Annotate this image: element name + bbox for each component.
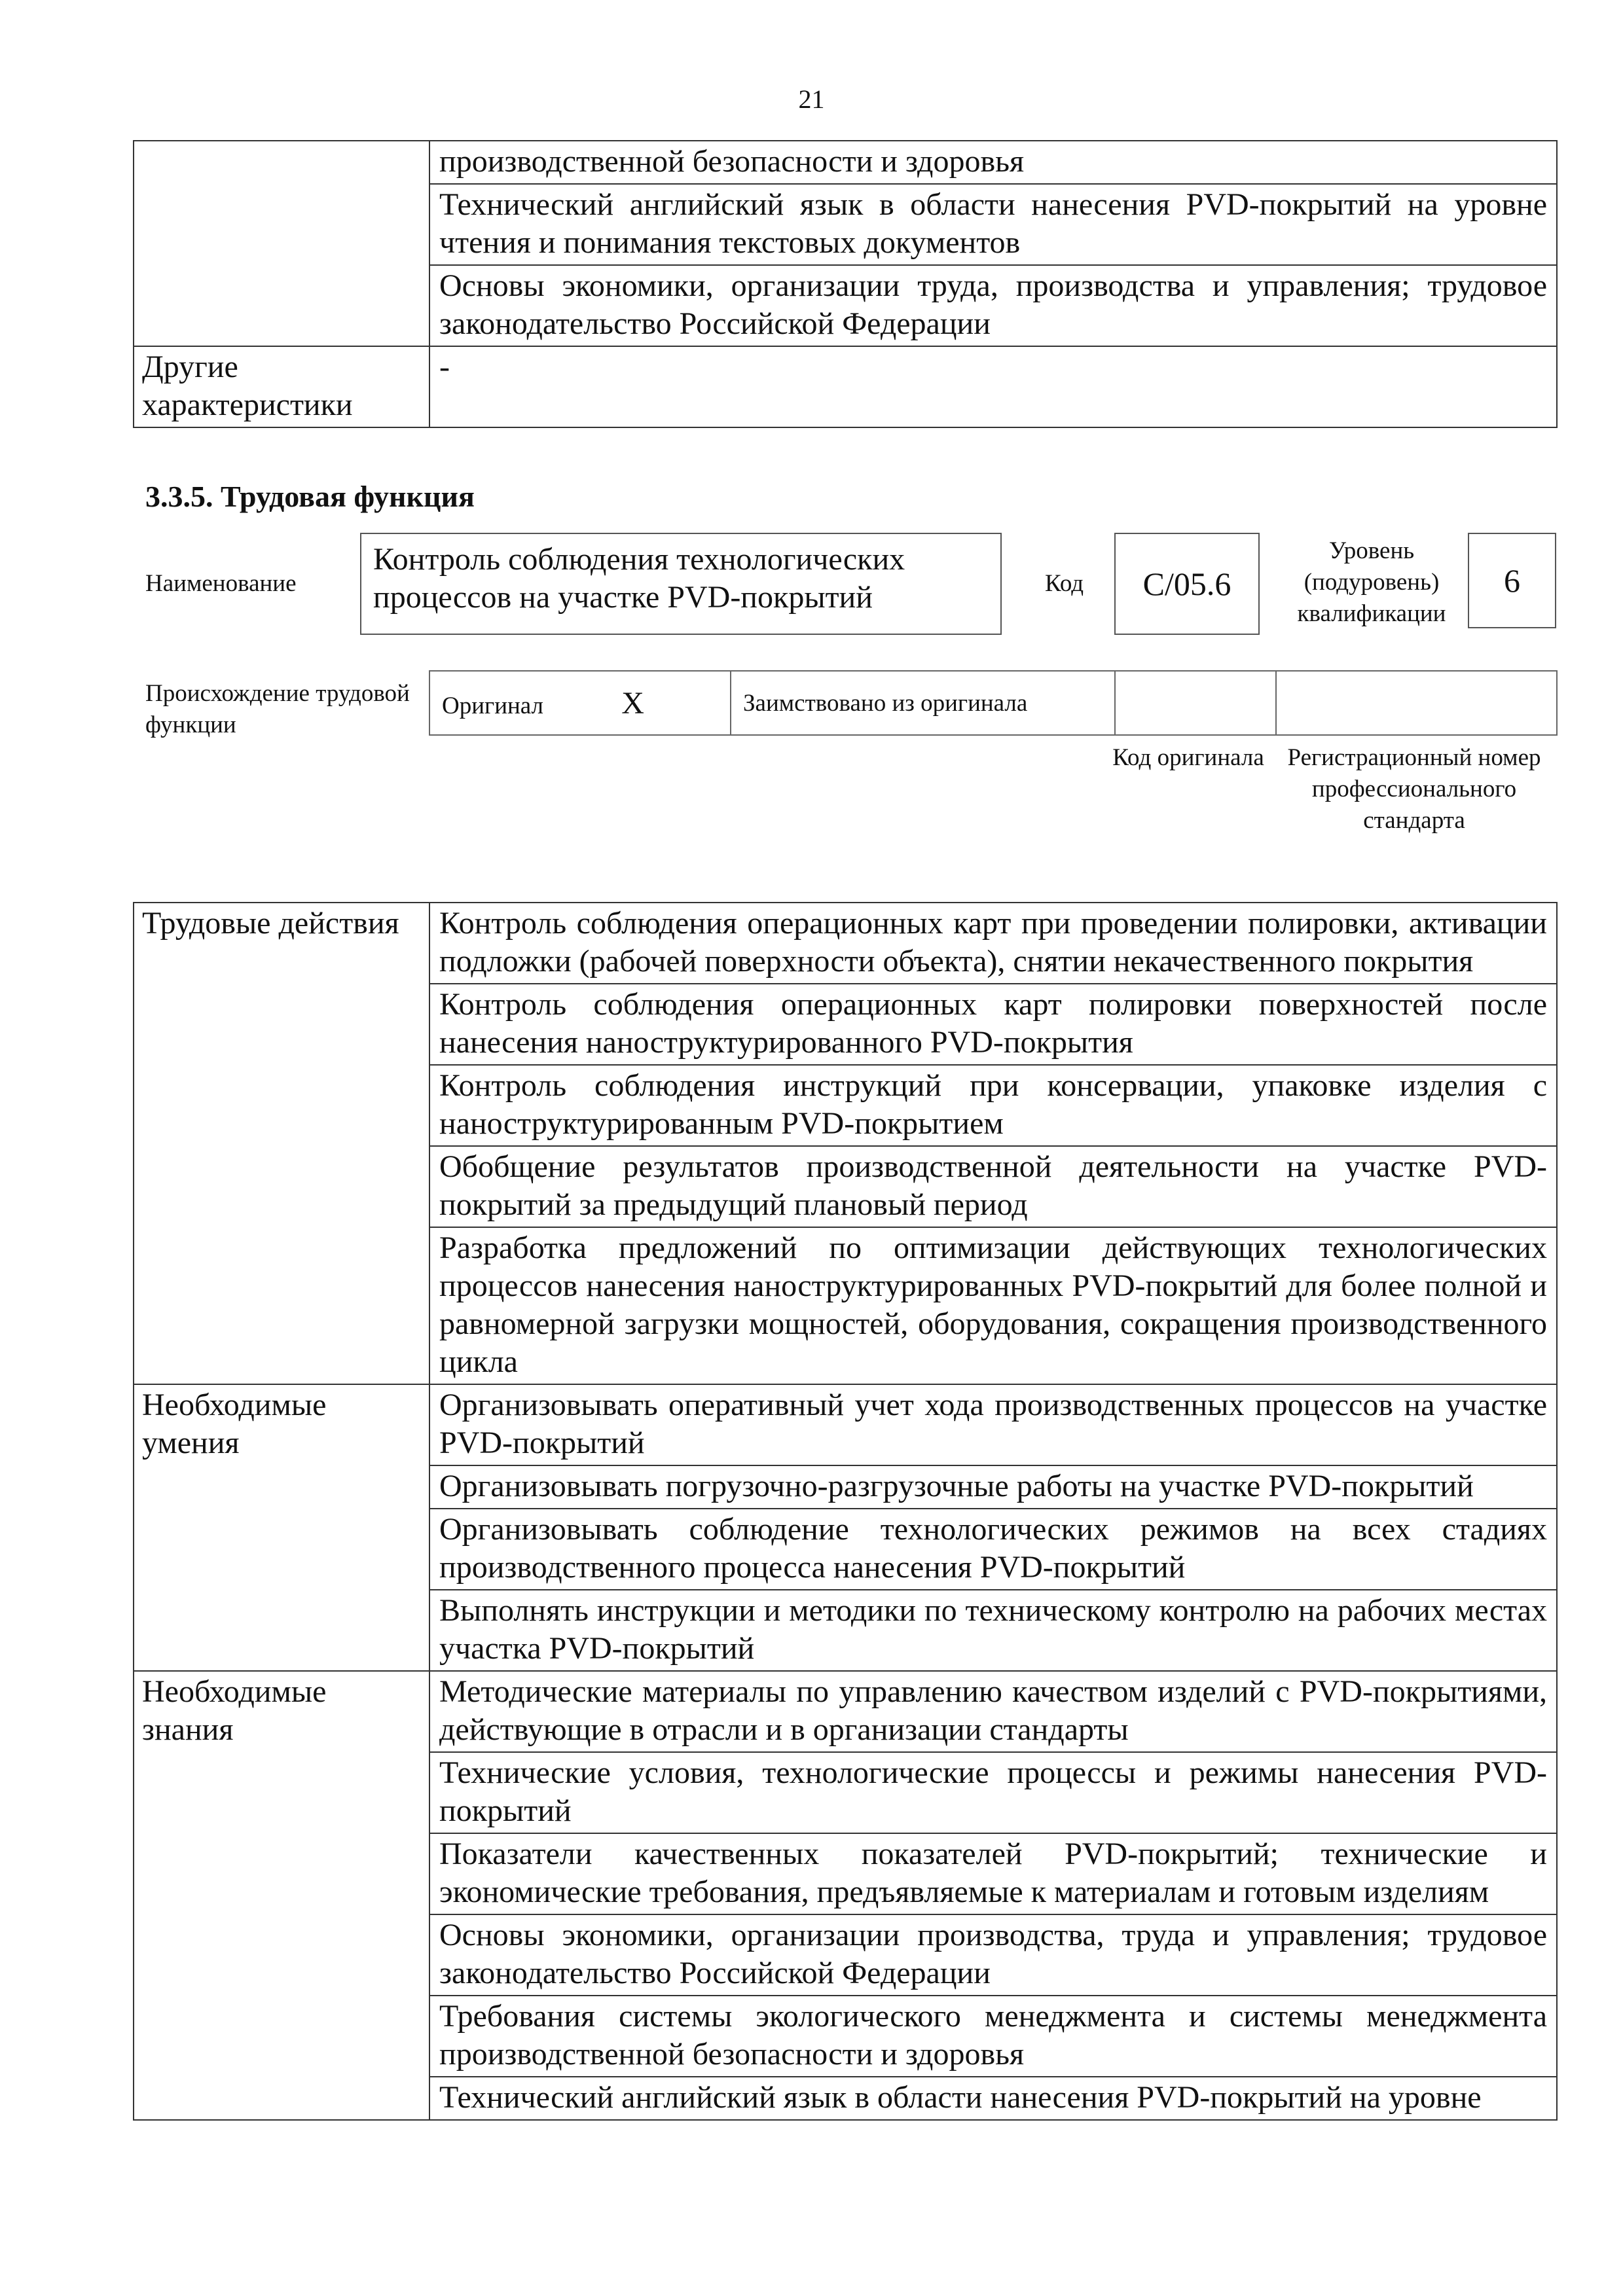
- registration-caption: Регистрационный номер профессионального стандарта: [1287, 744, 1541, 834]
- table-cell: Организовывать соблюдение технологических режимов на всех стадиях производственного процесса нанесения PVD-покрытий: [429, 1509, 1557, 1590]
- table-cell: Контроль соблюдения операционных карт при проведении полировки, активации подложки (рабочей поверхности объекта), снятии некачественного покрытия: [429, 903, 1557, 984]
- table-cell: производственной безопасности и здоровья: [429, 141, 1557, 184]
- required-skills-label: Необходимые умения: [134, 1384, 429, 1671]
- table-cell: Обобщение результатов производственной деятельности на участке PVD-покрытий за предыдущий плановый период: [429, 1146, 1557, 1227]
- table-cell: Контроль соблюдения операционных карт полировки поверхностей после нанесения наноструктурированного PVD-покрытия: [429, 984, 1557, 1065]
- labor-actions-label: Трудовые действия: [134, 903, 429, 1384]
- level-value: 6: [1468, 533, 1556, 628]
- table-cell: Основы экономики, организации производства, труда и управления; трудовое законодательство Российской Федерации: [429, 1914, 1557, 1996]
- level-label: Уровень (подуровень) квалификации: [1297, 537, 1446, 627]
- table-cell: Показатели качественных показателей PVD-покрытий; технические и экономические требования, предъявляемые к материалам и готовым изделиям: [429, 1833, 1557, 1914]
- function-name: Контроль соблюдения технологических процессов на участке PVD-покрытий: [360, 533, 1002, 635]
- origin-label: Происхождение трудовой функции: [145, 680, 410, 738]
- table-cell: -: [429, 346, 1557, 427]
- registration-number-cell: [1276, 671, 1557, 735]
- code-caption: Код оригинала: [1112, 744, 1264, 771]
- table-cell: Разработка предложений по оптимизации действующих технологических процессов нанесения наноструктурированных PVD-покрытий для более полной и равномерной загрузки мощностей, оборудования, сокращения производственного цикла: [429, 1227, 1557, 1384]
- code-label: Код: [1045, 570, 1084, 597]
- original-label: Оригинал: [442, 692, 544, 719]
- table-cell: Выполнять инструкции и методики по техническому контролю на рабочих местах участка PVD-покрытий: [429, 1590, 1557, 1671]
- table-cell: Основы экономики, организации труда, производства и управления; трудовое законодательство Российской Федерации: [429, 265, 1557, 346]
- continuation-table: [133, 140, 1558, 428]
- section-title: 3.3.5. Трудовая функция: [145, 480, 475, 513]
- origin-original-cell: [429, 671, 731, 735]
- table-cell: Технический английский язык в области нанесения PVD-покрытий на уровне: [429, 2077, 1557, 2120]
- original-mark: X: [621, 685, 644, 721]
- table-cell: Организовывать погрузочно-разгрузочные работы на участке PVD-покрытий: [429, 1465, 1557, 1509]
- name-label: Наименование: [145, 570, 297, 597]
- other-characteristics-label: Другие характеристики: [134, 346, 429, 427]
- required-knowledge-label: Необходимые знания: [134, 1671, 429, 2120]
- original-code-cell: [1115, 671, 1276, 735]
- table-cell: Технический английский язык в области нанесения PVD-покрытий на уровне чтения и понимания текстовых документов: [429, 184, 1557, 265]
- table-cell: Требования системы экологического менеджмента и системы менеджмента производственной безопасности и здоровья: [429, 1996, 1557, 2077]
- table-cell: Организовывать оперативный учет хода производственных процессов на участке PVD-покрытий: [429, 1384, 1557, 1465]
- table-cell: Технические условия, технологические процессы и режимы нанесения PVD-покрытий: [429, 1752, 1557, 1833]
- continuation-label: [134, 141, 429, 346]
- origin-table: [429, 670, 1558, 736]
- borrowed-label: Заимствовано из оригинала: [731, 671, 1115, 735]
- table-cell: Методические материалы по управлению качеством изделий с PVD-покрытиями, действующие в отрасли и в организации стандарты: [429, 1671, 1557, 1752]
- function-details-table: [133, 902, 1558, 2121]
- table-cell: Контроль соблюдения инструкций при консервации, упаковке изделия с наноструктурированным PVD-покрытием: [429, 1065, 1557, 1146]
- code-value: C/05.6: [1114, 533, 1260, 635]
- page-number: 21: [798, 84, 825, 114]
